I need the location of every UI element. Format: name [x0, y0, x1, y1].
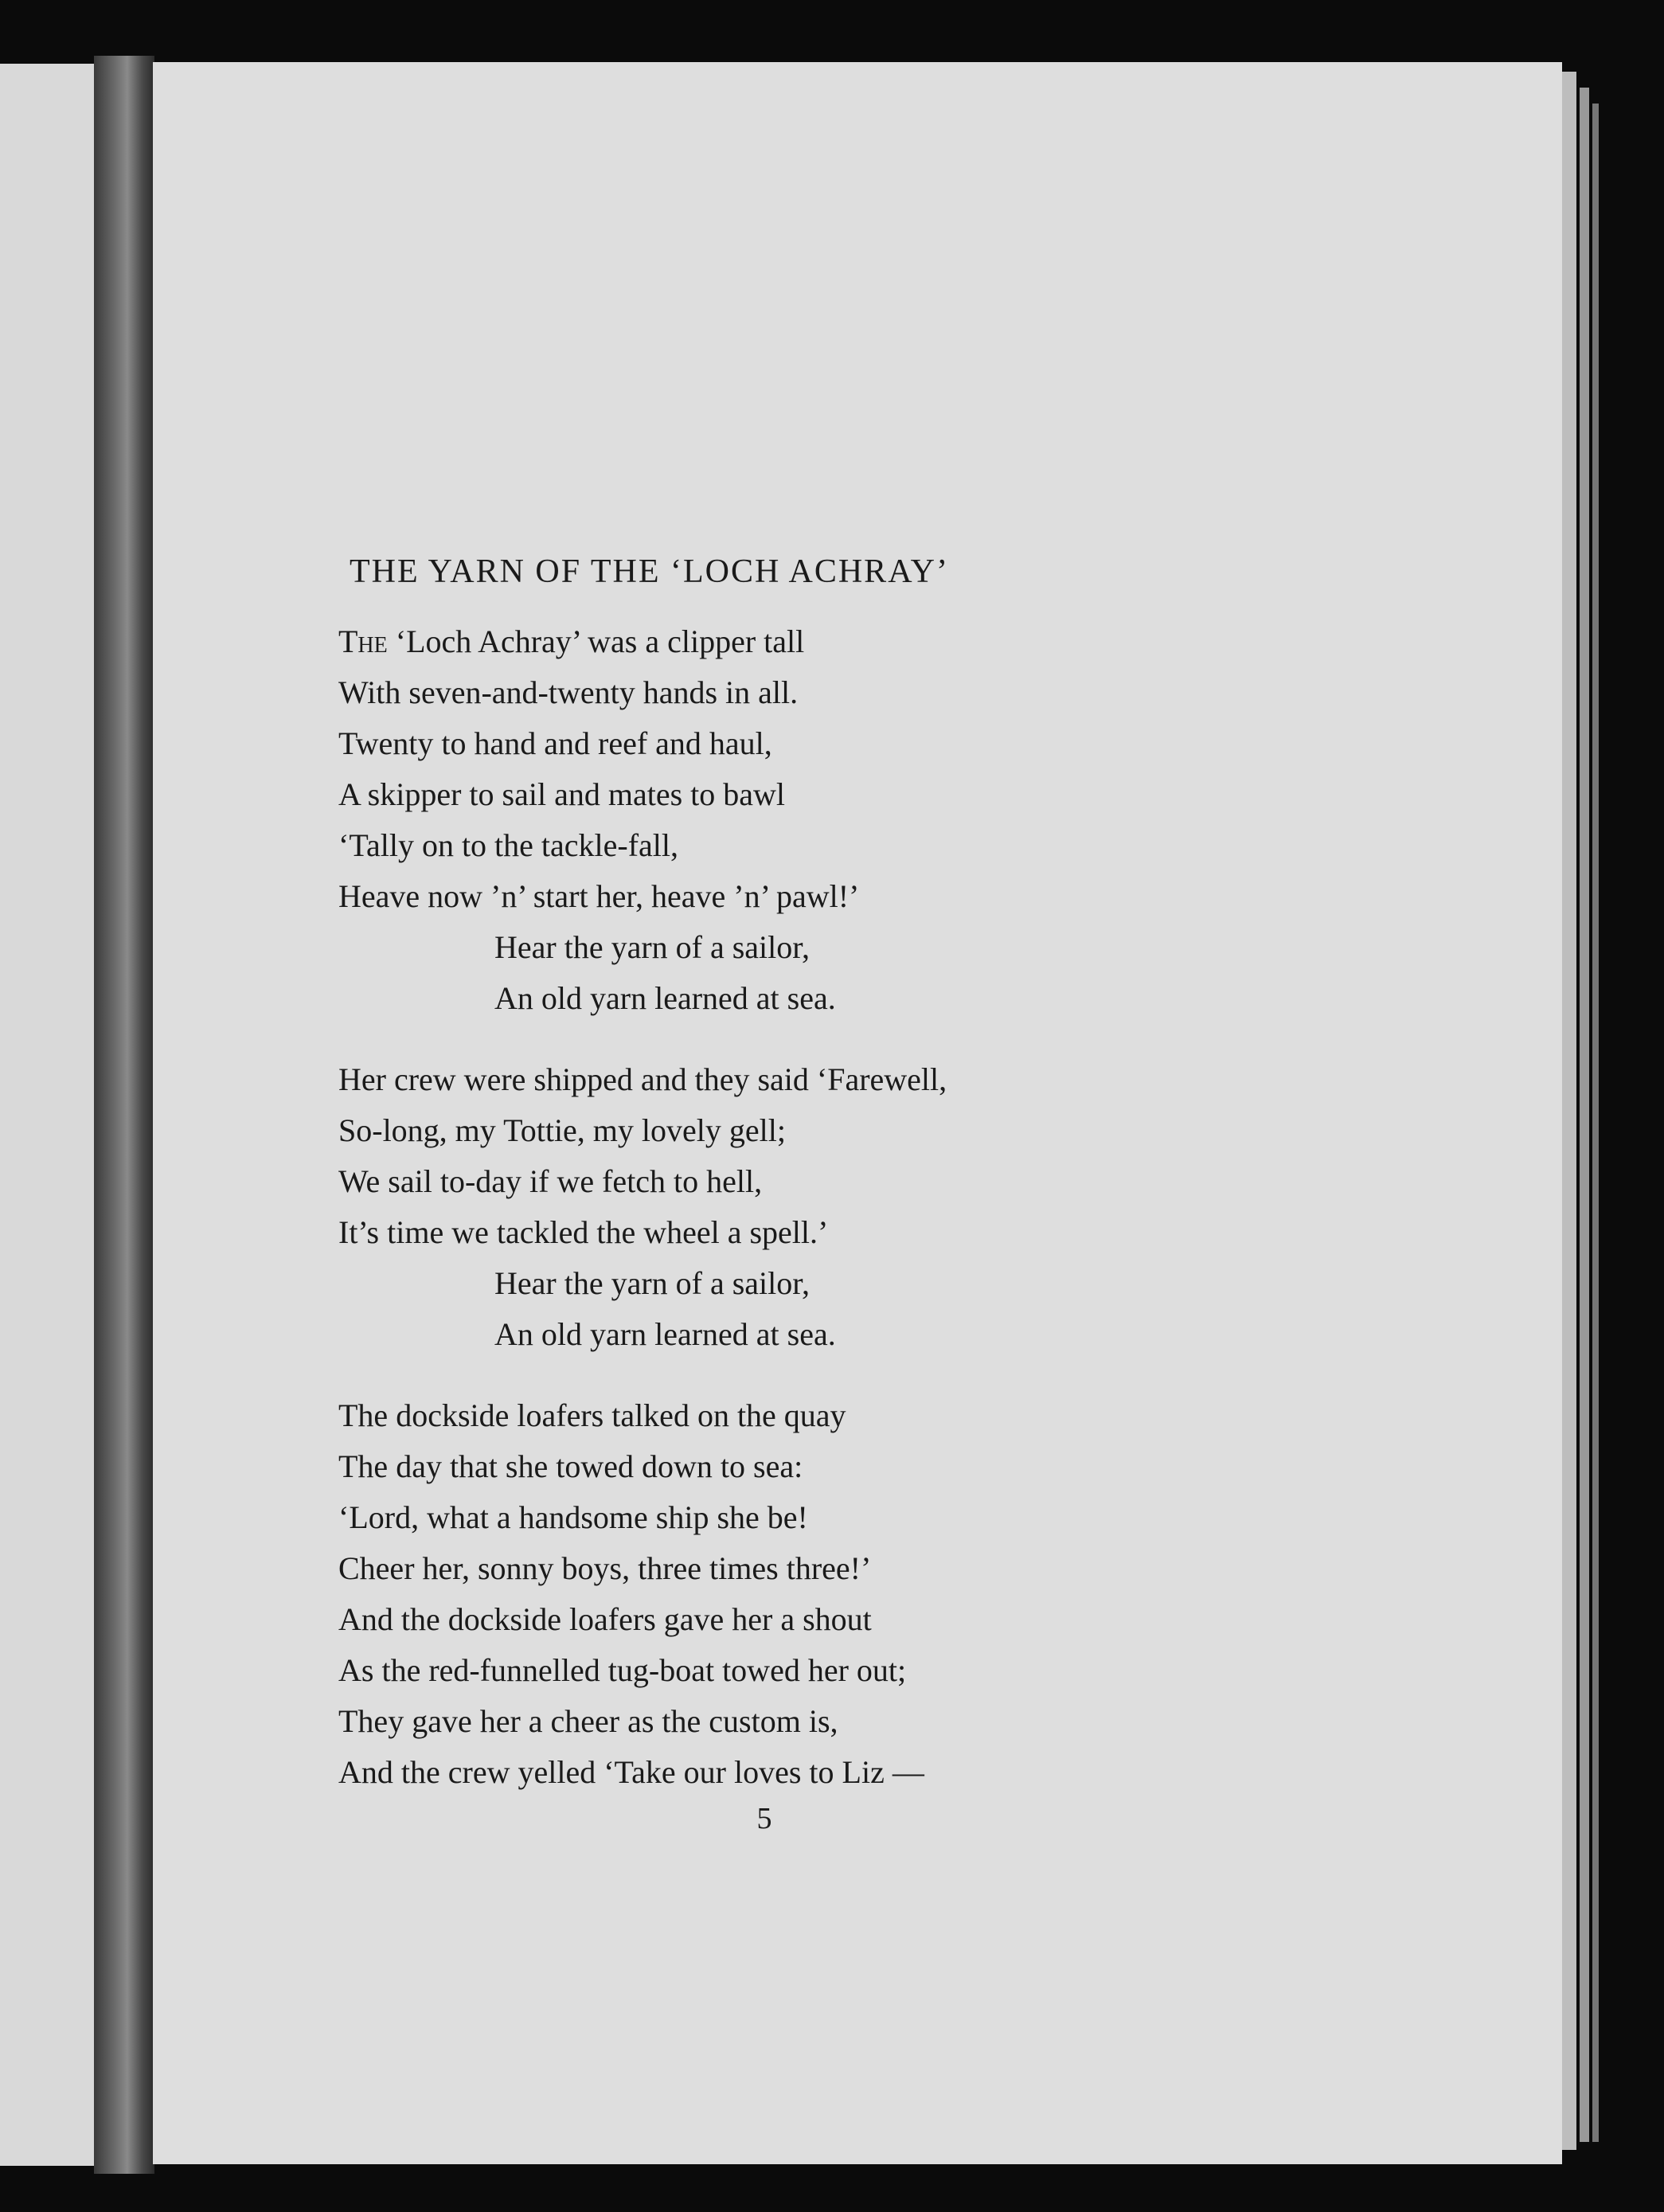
page-stack-edge — [1562, 72, 1576, 2150]
page-number: 5 — [756, 1802, 772, 1835]
poem-line: So-long, my Tottie, my lovely gell; — [338, 1112, 786, 1148]
poem-line: The day that she towed down to sea: — [338, 1448, 803, 1484]
poem-line: Heave now ’n’ start her, heave ’n’ pawl!’ — [338, 878, 860, 914]
poem-line: The dockside loafers talked on the quay — [338, 1397, 846, 1433]
refrain-line: Hear the yarn of a sailor, — [494, 1265, 810, 1301]
poem-line: The ‘Loch Achray’ was a clipper tall — [338, 623, 805, 659]
poem-line: With seven-and-twenty hands in all. — [338, 674, 799, 710]
book-gutter — [94, 56, 154, 2174]
poem — [338, 541, 1254, 1828]
poem-line: Her crew were shipped and they said ‘Farewell, — [338, 1061, 947, 1097]
poem-line: It’s time we tackled the wheel a spell.’ — [338, 1214, 829, 1250]
refrain-line: An old yarn learned at sea. — [494, 1316, 836, 1352]
poem-line: They gave her a cheer as the custom is, — [338, 1703, 838, 1739]
poem-line: Cheer her, sonny boys, three times three!’ — [338, 1550, 872, 1586]
poem-line: And the crew yelled ‘Take our loves to Liz — — [338, 1754, 924, 1790]
poem-line: ‘Lord, what a handsome ship she be! — [338, 1499, 808, 1535]
poem-line: As the red-funnelled tug-boat towed her out; — [338, 1652, 907, 1688]
page-stack-edge — [1592, 104, 1599, 2142]
poem-line: And the dockside loafers gave her a shout — [338, 1601, 872, 1637]
poem-line: Twenty to hand and reef and haul, — [338, 725, 772, 761]
refrain-line: Hear the yarn of a sailor, — [494, 929, 810, 965]
stanza-1 — [338, 616, 1254, 1024]
stanza-3 — [338, 1390, 1254, 1798]
refrain-line: An old yarn learned at sea. — [494, 980, 836, 1016]
poem-line: We sail to-day if we fetch to hell, — [338, 1163, 763, 1199]
page-stack-edge — [1580, 88, 1589, 2142]
poem-line: A skipper to sail and mates to bawl — [338, 776, 786, 812]
poem-title: THE YARN OF THE ‘LOCH ACHRAY’ — [350, 553, 949, 590]
opening-word: The — [338, 623, 388, 659]
stanza-2 — [338, 1054, 1254, 1360]
poem-line: ‘Tally on to the tackle-fall, — [338, 827, 679, 863]
